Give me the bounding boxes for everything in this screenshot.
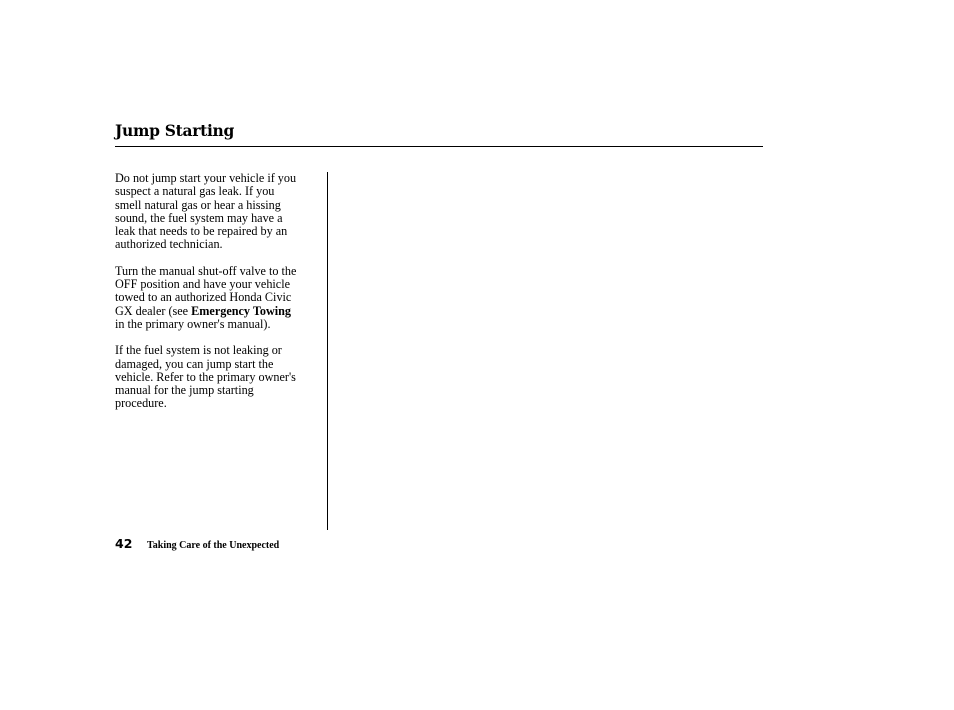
body-text-column: [115, 172, 321, 424]
text-line-with-reference: [115, 305, 321, 318]
text-line: authorized technician.: [115, 237, 223, 252]
page-number: 42: [115, 536, 133, 551]
text-line: towed to an authorized Honda Civic: [115, 290, 292, 305]
column-divider: [327, 172, 328, 530]
text-line: smell natural gas or hear a hissing: [115, 197, 281, 212]
footer-section-name: Taking Care of the Unexpected: [147, 540, 280, 551]
text-line: in the primary owner's manual).: [115, 316, 271, 331]
text-line: sound, the fuel system may have a: [115, 210, 283, 225]
text-line: procedure.: [115, 396, 167, 411]
text-line: OFF position and have your vehicle: [115, 277, 290, 292]
text-line: manual for the jump starting: [115, 383, 254, 398]
text-line: suspect a natural gas leak. If you: [115, 184, 275, 199]
paragraph-gas-leak-warning: [115, 172, 321, 252]
text-line: damaged, you can jump start the: [115, 356, 274, 371]
reference-prefix: GX dealer (see: [115, 303, 192, 318]
text-line: leak that needs to be repaired by an: [115, 224, 288, 239]
title-divider: [115, 146, 763, 147]
paragraph-shut-off-valve: [115, 265, 321, 331]
paragraph-jump-start-procedure: [115, 344, 321, 410]
text-line: vehicle. Refer to the primary owner's: [115, 369, 296, 384]
text-line: If the fuel system is not leaking or: [115, 343, 282, 358]
text-line: Turn the manual shut-off valve to the: [115, 263, 297, 278]
page-title: Jump Starting: [115, 121, 235, 140]
text-line: Do not jump start your vehicle if you: [115, 171, 297, 185]
emergency-towing-reference: Emergency Towing: [191, 303, 292, 318]
